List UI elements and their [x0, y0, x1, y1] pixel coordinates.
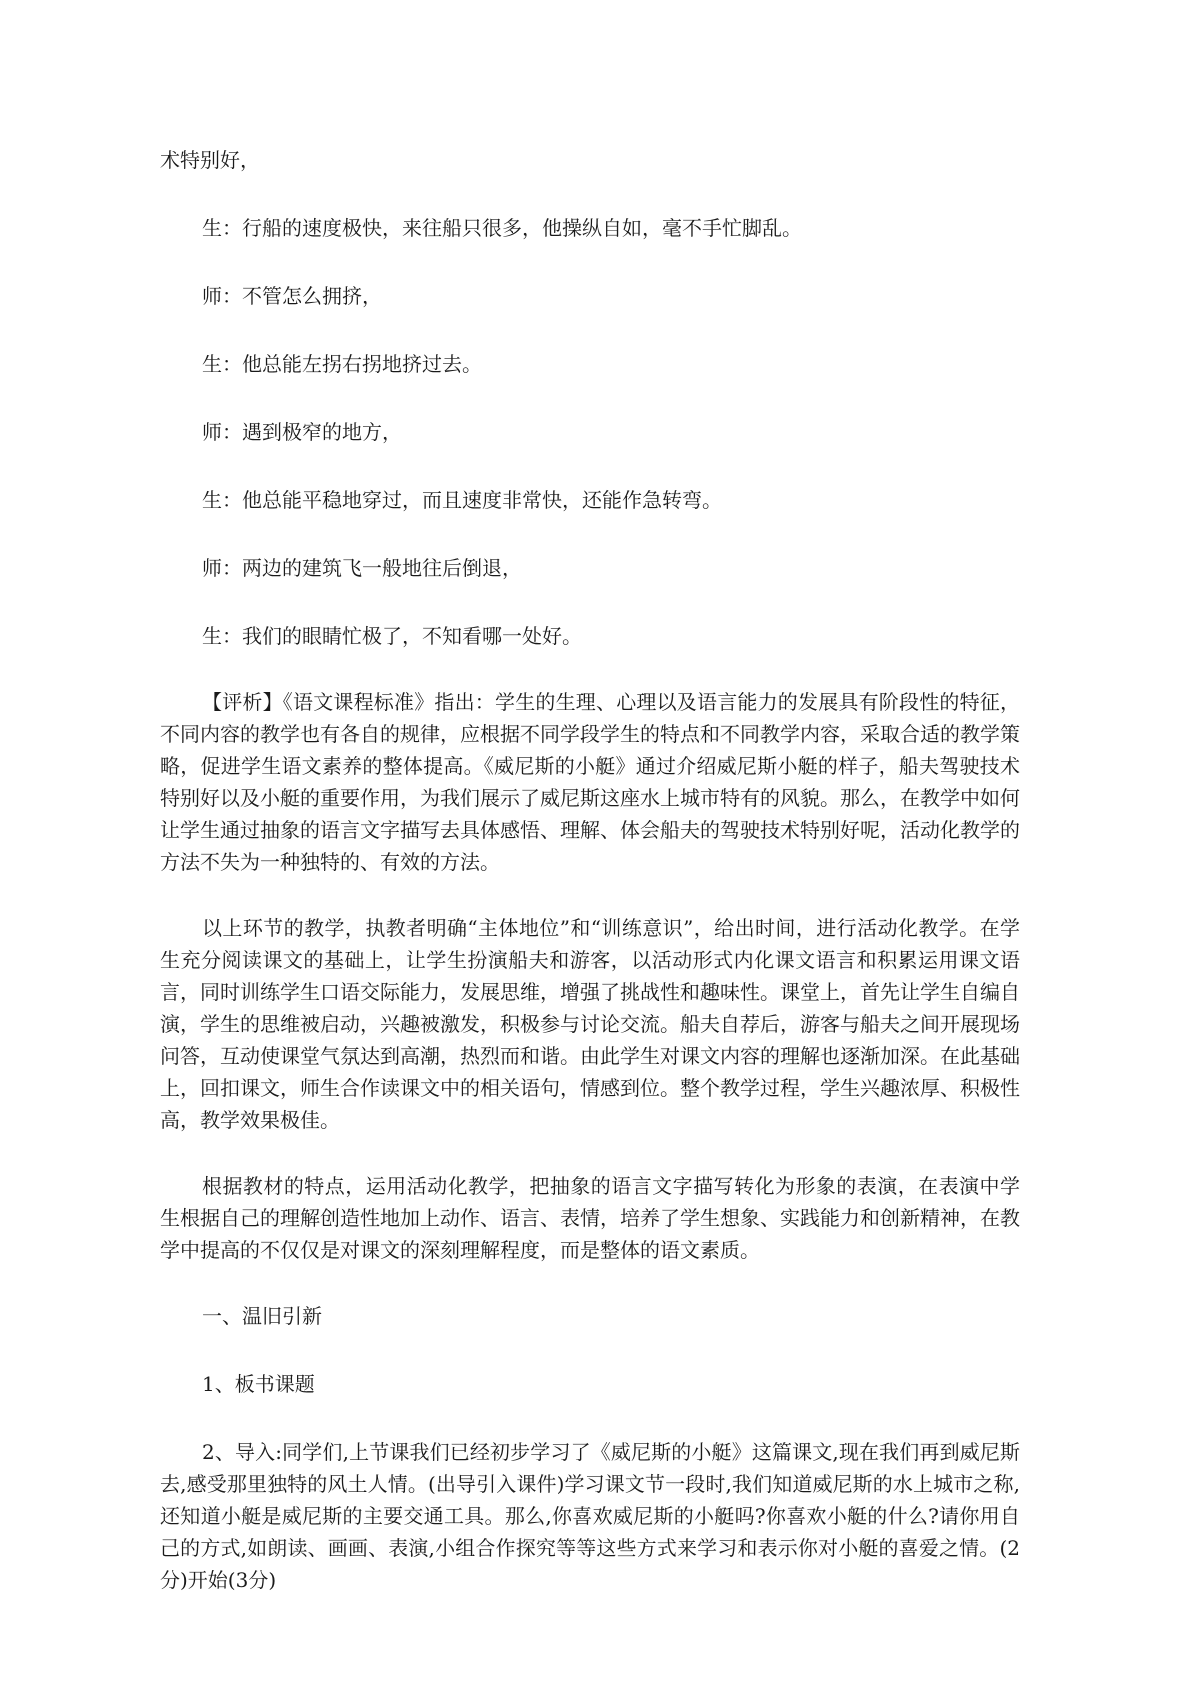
continuation-line: 术特别好，: [160, 148, 260, 172]
dialogue-line: 生：我们的眼睛忙极了，不知看哪一处好。: [202, 624, 582, 648]
dialogue-line: 师：两边的建筑飞一般地往后倒退，: [202, 556, 522, 580]
section-heading: 一、温旧引新: [202, 1304, 322, 1328]
dialogue-line: 师：不管怎么拥挤，: [202, 284, 382, 308]
dialogue-line: 师：遇到极窄的地方，: [202, 420, 402, 444]
dialogue-line: 生：他总能左拐右拐地挤过去。: [202, 352, 482, 376]
dialogue-line: 生：他总能平稳地穿过，而且速度非常快，还能作急转弯。: [202, 488, 722, 512]
dialogue-line: 生：行船的速度极快，来往船只很多，他操纵自如，毫不手忙脚乱。: [202, 216, 802, 240]
list-item-1: 1、板书课题: [202, 1372, 315, 1396]
analysis-paragraph: 以上环节的教学，执教者明确“主体地位”和“训练意识”，给出时间，进行活动化教学。在学生充分阅读课文的基础上，让学生扮演船夫和游客，以活动形式内化课文语言和积累运用课文语言，同时训练学生口语交际能力，发展思维，增强了挑战性和趣味性。课堂上，首先让学生自编自演，学生的思维被启动，兴趣被激发，积极参与讨论交流。船夫自荐后，游客与船夫之间开展现场问答，互动使课堂气氛达到高潮，热烈而和谐。由此学生对课文内容的理解也逐渐加深。在此基础上，回扣课文，师生合作读课文中的相关语句，情感到位。整个教学过程，学生兴趣浓厚、积极性高，教学效果极佳。: [160, 916, 1020, 1132]
list-item-2: 2、导入:同学们,上节课我们已经初步学习了《威尼斯的小艇》这篇课文,现在我们再到威尼斯去,感受那里独特的风土人情。(出导引入课件)学习课文节一段时,我们知道威尼斯的水上城市之称,还知道小艇是威尼斯的主要交通工具。那么,你喜欢威尼斯的小艇吗?你喜欢小艇的什么?请你用自己的方式,如朗读、画画、表演,小组合作探究等等这些方式来学习和表示你对小艇的喜爱之情。(2分)开始(3分): [160, 1440, 1020, 1592]
summary-paragraph: 根据教材的特点，运用活动化教学，把抽象的语言文字描写转化为形象的表演，在表演中学生根据自己的理解创造性地加上动作、语言、表情，培养了学生想象、实践能力和创新精神，在教学中提高的不仅仅是对课文的深刻理解程度，而是整体的语文素质。: [160, 1174, 1020, 1262]
commentary-paragraph: 【评析】《语文课程标准》指出：学生的生理、心理以及语言能力的发展具有阶段性的特征，不同内容的教学也有各自的规律，应根据不同学段学生的特点和不同教学内容，采取合适的教学策略，促进学生语文素养的整体提高。《威尼斯的小艇》通过介绍威尼斯小艇的样子，船夫驾驶技术特别好以及小艇的重要作用，为我们展示了威尼斯这座水上城市特有的风貌。那么，在教学中如何让学生通过抽象的语言文字描写去具体感悟、理解、体会船夫的驾驶技术特别好呢，活动化教学的方法不失为一种独特的、有效的方法。: [160, 690, 1020, 874]
document-body: [160, 144, 1020, 1596]
